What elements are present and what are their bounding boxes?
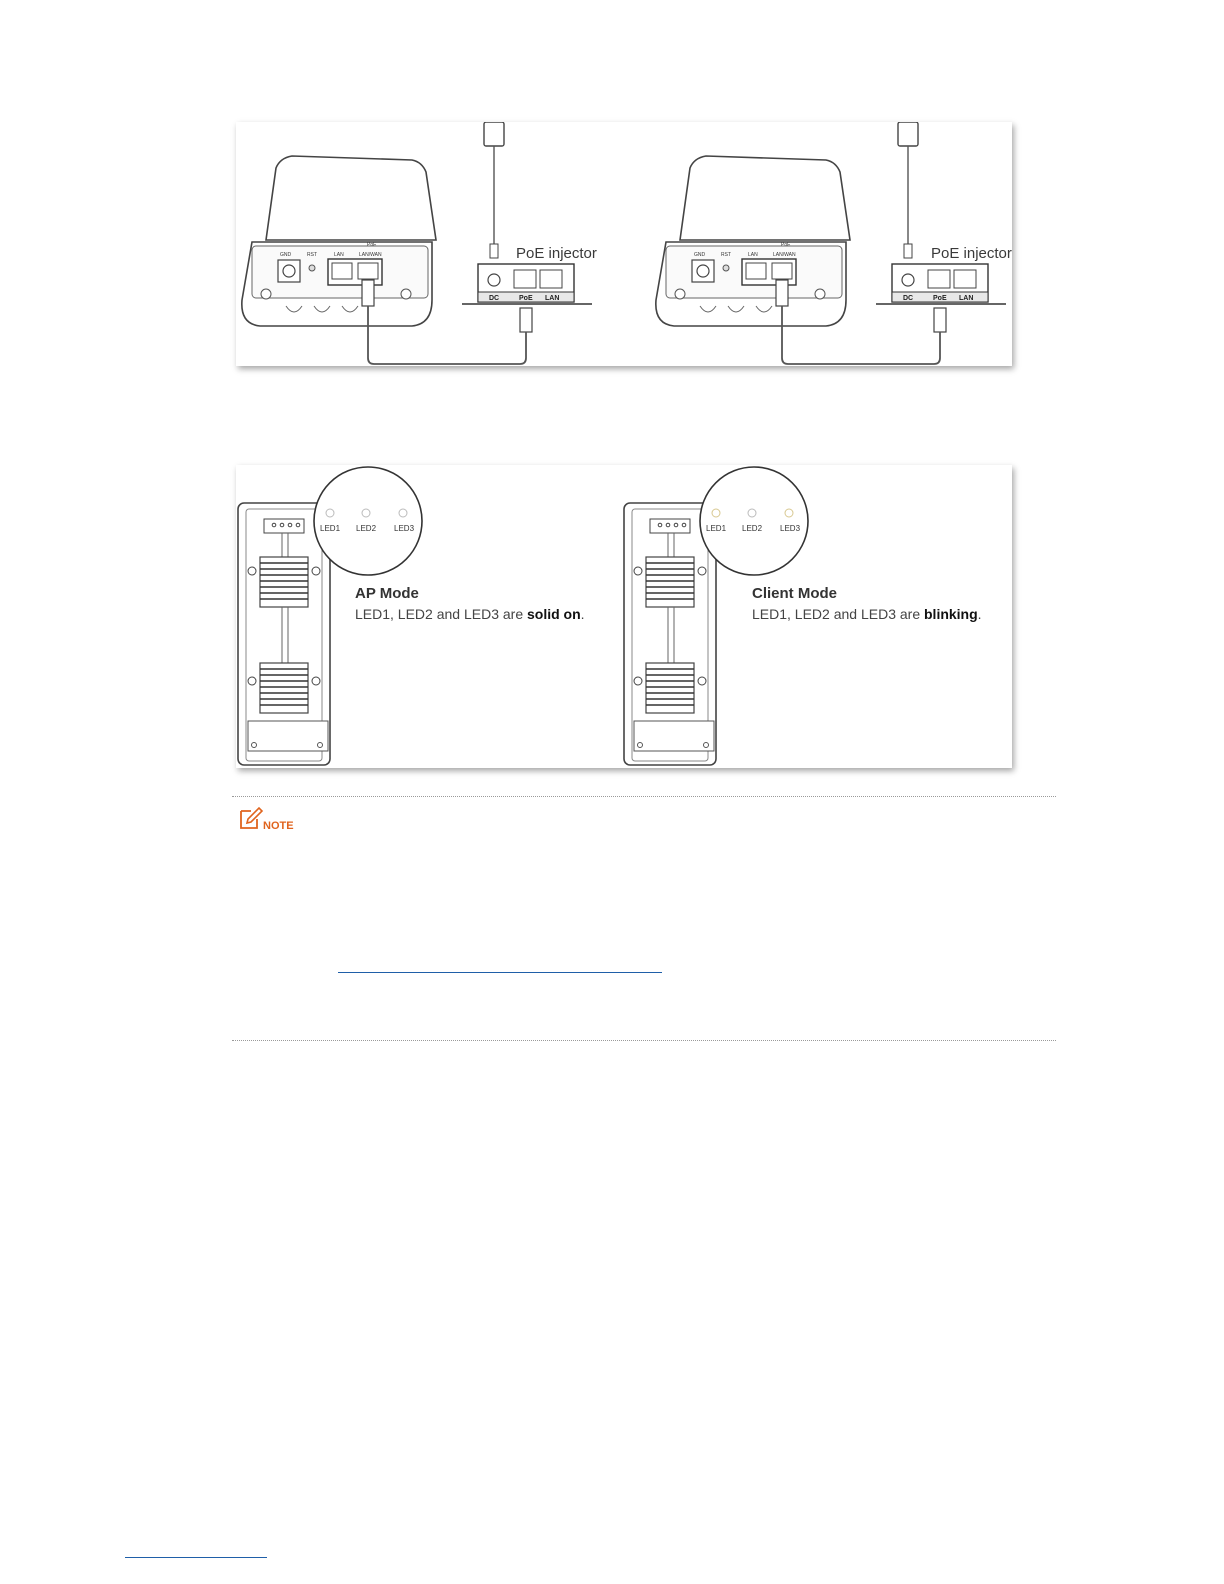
mode-description: LED1, LED2 and LED3 are solid on. [355, 606, 585, 622]
led-mode-figure [236, 465, 1012, 768]
cpe-lan-label: LAN [748, 252, 758, 258]
note-top-divider [232, 796, 1056, 797]
footer-link-underline[interactable] [125, 1557, 267, 1558]
cpe-gnd-label: GND [694, 252, 706, 258]
mode-description: LED1, LED2 and LED3 are blinking. [752, 606, 982, 622]
note-icon [238, 806, 302, 832]
cpe-gnd-label: GND [280, 252, 292, 258]
injector-dc-label: DC [903, 295, 914, 302]
injector-lan-label: LAN [545, 295, 560, 302]
poe-injector-label: PoE injector [931, 245, 1012, 262]
led3-label: LED3 [394, 524, 415, 533]
cpe-lanwan-label: LAN/WAN [359, 252, 382, 258]
poe-connection-figure [236, 122, 1012, 366]
note-label: NOTE [263, 820, 294, 832]
led1-label: LED1 [706, 524, 727, 533]
led2-label: LED2 [356, 524, 377, 533]
injector-dc-label: DC [489, 295, 500, 302]
poe-injector-label: PoE injector [516, 245, 597, 262]
hyperlink-underline[interactable] [338, 972, 662, 973]
cpe-poe-label: PoE [781, 242, 791, 248]
cpe-rst-label: RST [307, 252, 317, 258]
mode-title: Client Mode [752, 585, 837, 602]
poe-wiring-panel-1 [242, 122, 597, 364]
injector-lan-label: LAN [959, 295, 974, 302]
client-mode-panel [624, 467, 982, 765]
led1-label: LED1 [320, 524, 341, 533]
cpe-lan-label: LAN [334, 252, 344, 258]
injector-poe-label: PoE [519, 295, 533, 302]
note-bottom-divider [232, 1040, 1056, 1041]
cpe-poe-label: PoE [367, 242, 377, 248]
cpe-rst-label: RST [721, 252, 731, 258]
injector-poe-label: PoE [933, 295, 947, 302]
cpe-lanwan-label: LAN/WAN [773, 252, 796, 258]
mode-title: AP Mode [355, 585, 419, 602]
ap-mode-panel [238, 467, 585, 765]
led3-label: LED3 [780, 524, 801, 533]
led2-label: LED2 [742, 524, 763, 533]
poe-wiring-panel-2 [656, 122, 1012, 364]
